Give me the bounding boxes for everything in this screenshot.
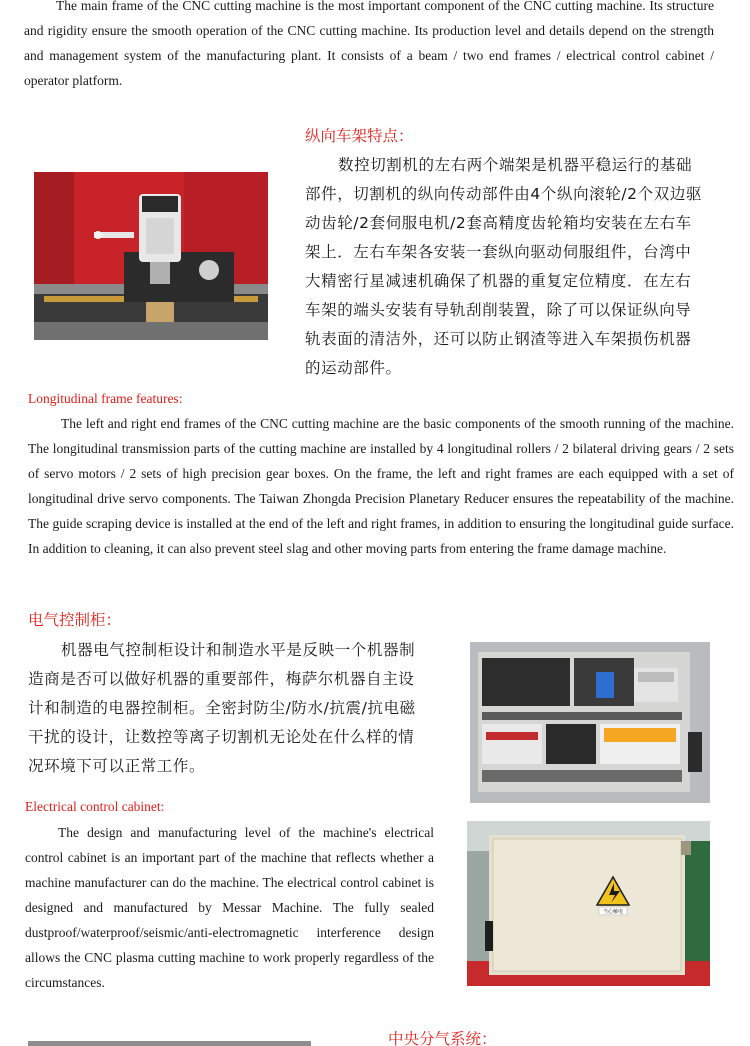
cabinet-exterior-photo [467, 821, 710, 986]
longitudinal-cn-heading: 纵向车架特点： [305, 127, 414, 145]
electrical-en-body: The design and manufacturing level of the machine's electrical control cabinet is an important part of the machine that reflects whether a machine manufacturer can do the machine. The electrical control cabinet is designed and manufactured by Messar Machine. The fully sealed dustproof/waterproof/seismic/anti-electromagnetic interference design allows the CNC plasma cutting machine to work properly regardless of the circumstances. [25, 825, 434, 990]
gas-cn-heading: 中央分气系统： [388, 1030, 497, 1046]
cabinet-interior-photo [470, 642, 710, 803]
intro-paragraph: The main frame of the CNC cutting machine is the most important component of the CNC cutting machine. Its structure and rigidity ensure the smooth operation of the CNC cutting machine. Its production level and details depend on the strength and management system of the manufacturing plant. It consists of a beam / two end frames / electrical control cabinet / operator platform. [24, 0, 714, 88]
servo-motor-photo [34, 172, 268, 340]
electrical-en-heading: Electrical control cabinet: [25, 799, 165, 814]
longitudinal-en-heading: Longitudinal frame features: [28, 391, 183, 406]
longitudinal-en-body: The left and right end frames of the CNC cutting machine are the basic components of the smooth running of the machine. The longitudinal transmission parts of the cutting machine are installed by 4 longitudinal rollers / 2 bilateral driving gears / 2 sets of servo motors / 2 sets of high precision gear boxes. On the frame, the left and right frames are each equipped with a set of longitudinal drive servo components. The Taiwan Zhongda Precision Planetary Reducer ensures the repeatability of the machine. The guide scraping device is installed at the end of the left and right frames, in addition to ensuring the longitudinal guide surface. In addition to cleaning, it can also prevent steel slag and other moving parts from entering the frame damage machine. [28, 416, 734, 556]
gas-system-photo [28, 1041, 311, 1046]
electrical-cn-heading: 电气控制柜： [28, 611, 122, 629]
cabinet-warning-label: 当心触电 [602, 909, 624, 915]
longitudinal-cn-body: 数控切割机的左右两个端架是机器平稳运行的基础部件，切割机的纵向传动部件由4个纵向滚轮/2个双边驱动齿轮/2套伺服电机/2套高精度齿轮箱均安装在左右车架上．左右车架各安装一套纵向驱动伺服组件，台湾中大精密行星减速机确保了机器的重复定位精度．在左右车架的端头安装有导轨刮削装置，除了可以保证纵向导轨表面的清洁外，还可以防止钢渣等进入车架损伤机器的运动部件。 [305, 156, 703, 377]
electrical-cn-body: 机器电气控制柜设计和制造水平是反映一个机器制造商是否可以做好机器的重要部件，梅萨尔机器自主设计和制造的电器控制柜。全密封防尘/防水/抗震/抗电磁干扰的设计，让数控等离子切割机无论处在什么样的情况环境下可以正常工作。 [28, 641, 416, 775]
